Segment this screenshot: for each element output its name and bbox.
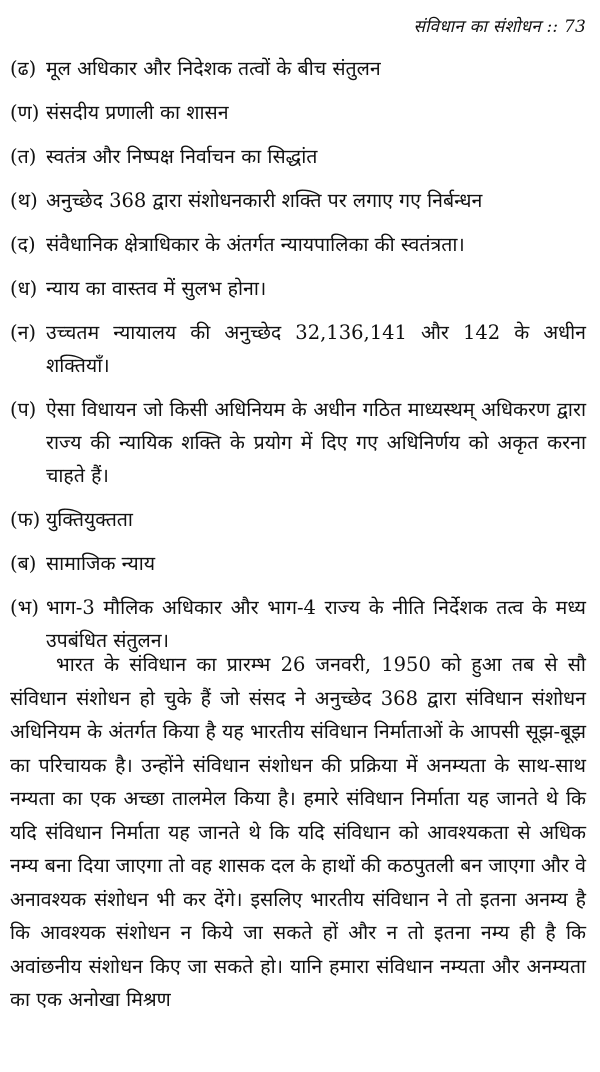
list-item [10, 272, 586, 305]
list-item-text: मूल अधिकार और निदेशक तत्वों के बीच संतुलन [46, 57, 381, 80]
list-item-text: ऐसा विधायन जो किसी अधिनियम के अधीन गठित माध्यस्थम् अधिकरण द्वारा राज्य की न्यायिक शक्ति के प्रयोग में दिए गए अधिनिर्णय को अकृत करना चाहते हैं। [46, 398, 586, 487]
list-item [10, 184, 586, 217]
list-item-marker: (भ) [10, 596, 39, 619]
list-item-marker: (द) [10, 233, 36, 256]
list-item [10, 140, 586, 173]
list-item [10, 316, 586, 382]
list-item-text: भाग-3 मौलिक अधिकार और भाग-4 राज्य के नीति निर्देशक तत्व के मध्य उपबंधित संतुलन। [46, 596, 586, 652]
list-item [10, 503, 586, 536]
list-item-text: सामाजिक न्याय [46, 552, 156, 575]
list-item-text: न्याय का वास्तव में सुलभ होना। [46, 277, 267, 300]
list-item [10, 547, 586, 580]
list-item-marker: (प) [10, 398, 37, 421]
list-item-marker: (थ) [10, 189, 38, 212]
list-item-text: संवैधानिक क्षेत्राधिकार के अंतर्गत न्यायपालिका की स्वतंत्रता। [46, 233, 465, 256]
list-item-marker: (ध) [10, 277, 38, 300]
list-item [10, 96, 586, 129]
list-item-text: संसदीय प्रणाली का शासन [46, 101, 229, 124]
list-item-text: युक्तियुक्तता [46, 508, 133, 531]
list-item-marker: (ब) [10, 552, 37, 575]
list-item [10, 393, 586, 492]
list-item-text: स्वतंत्र और निष्पक्ष निर्वाचन का सिद्धांत [46, 145, 318, 168]
list-item-marker: (न) [10, 321, 37, 344]
list-item-marker: (फ) [10, 508, 41, 531]
list-item-text: उच्चतम न्यायालय की अनुच्छेद 32,136,141 और 142 के अधीन शक्तियाँ। [46, 321, 586, 377]
list-item-text: अनुच्छेद 368 द्वारा संशोधनकारी शक्ति पर लगाए गए निर्बन्धन [46, 189, 483, 212]
list-item [10, 228, 586, 261]
list-item-marker: (ण) [10, 101, 40, 124]
list-item [10, 52, 586, 85]
provision-list [10, 52, 586, 668]
list-item-marker: (ढ) [10, 57, 37, 80]
running-header: संविधान का संशोधन :: 73 [413, 17, 586, 37]
list-item-marker: (त) [10, 145, 37, 168]
body-paragraph: भारत के संविधान का प्रारम्भ 26 जनवरी, 1950 को हुआ तब से सौ संविधान संशोधन हो चुके हैं जो संसद ने अनुच्छेद 368 द्वारा संविधान संशोधन अधिनियम के अंतर्गत किया है यह भारतीय संविधान निर्माताओं के आपसी सूझ-बूझ का परिचायक है। उन्होंने संविधान संशोधन की प्रक्रिया में अनम्यता के साथ-साथ नम्यता का एक अच्छा तालमेल किया है। हमारे संविधान निर्माता यह जानते थे कि यदि संविधान निर्माता यह जानते थे कि यदि संविधान को आवश्यकता से अधिक नम्य बना दिया जाएगा तो वह शासक दल के हाथों की कठपुतली बन जाएगा और वे अनावश्यक संशोधन भी कर देंगे। इसलिए भारतीय संविधान ने तो इतना अनम्य है कि आवश्यक संशोधन न किये जा सकते हों और न तो इतना नम्य ही है कि अवांछनीय संशोधन किए जा सकते हो। यानि हमारा संविधान नम्यता और अनम्यता का एक अनोखा मिश्रण [10, 653, 586, 1011]
